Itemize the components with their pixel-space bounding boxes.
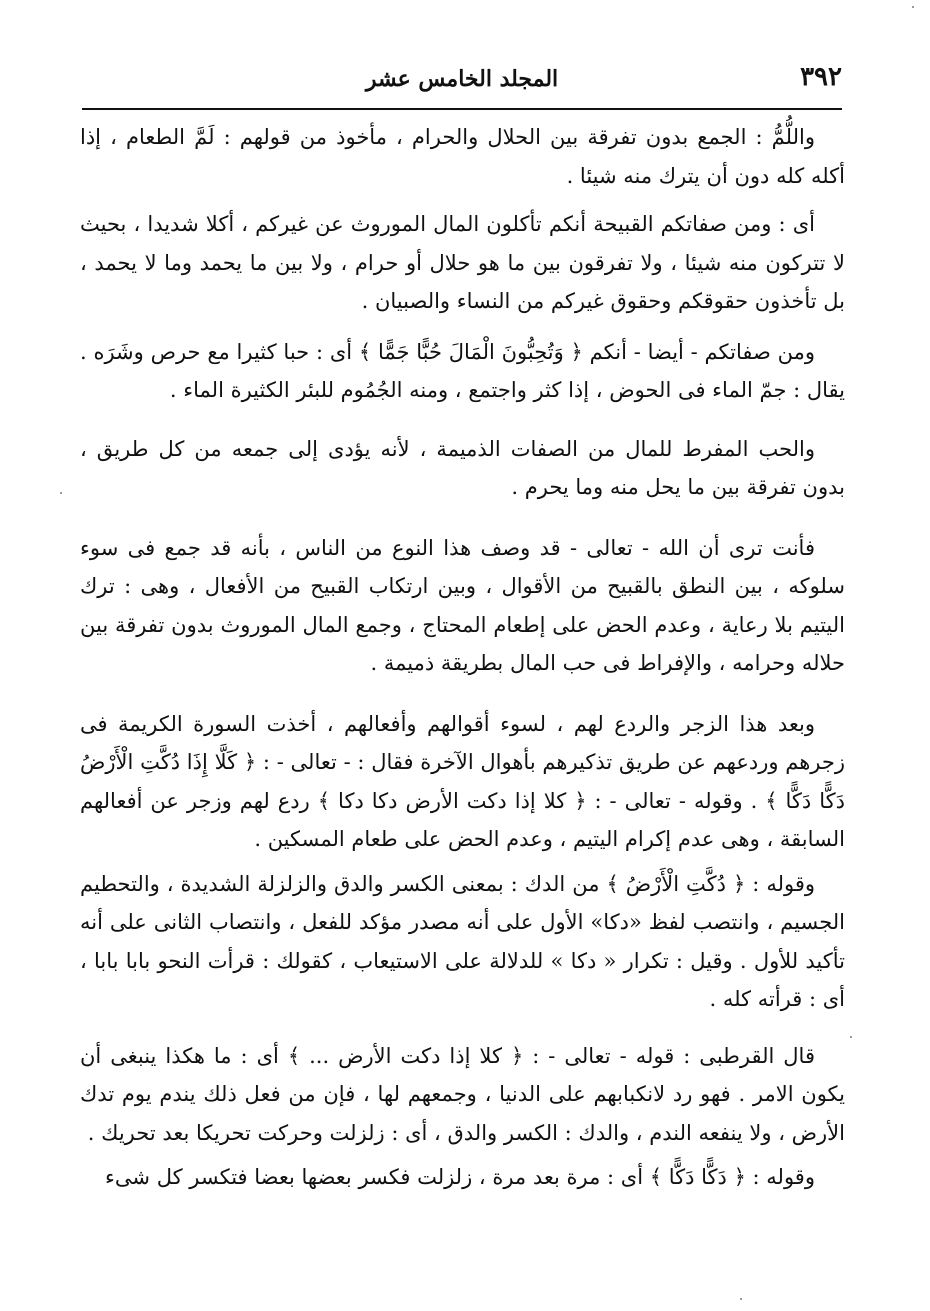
- paragraph: ومن صفاتكم - أيضا - أنكم ﴿ وَتُحِبُّونَ الْمَالَ حُبًّا جَمًّا ﴾ أى : حبا كثيرا مع حرص وشَرَه . يقال : جمّ الماء فى الحوض ، إذا كثر واجتمع ، ومنه الجُمُوم للبئر الكثيرة الماء .: [80, 339, 845, 402]
- page-number: ٣٩٢: [800, 62, 842, 92]
- scan-speck: [740, 1298, 742, 1300]
- paragraph: أى : ومن صفاتكم القبيحة أنكم تأكلون المال الموروث عن غيركم ، أكلا شديدا ، بحيث لا تتركون منه شيئا ، ولا تفرقون بين ما هو حلال أو حرام ، ولا بين ما يحمد وما لا يحمد ، بل تأخذون حقوقكم وحقوق غيركم من النساء والصبيان .: [80, 212, 845, 313]
- paragraph: وقوله : ﴿ دُكَّتِ الْأَرْضُ ﴾ من الدك : بمعنى الكسر والدق والزلزلة الشديدة ، والتحطيم الجسيم ، وانتصب لفظ «دكا» الأول على أنه مصدر مؤكد للفعل ، وانتصاب الثانى على أنه تأكيد للأول . وقيل : تكرار « دكا » للدلالة على الاستيعاب ، كقولك : قرأت النحو بابا بابا ، أى : قرأته كله .: [80, 871, 845, 1011]
- page-header: [82, 58, 842, 104]
- paragraph: وبعد هذا الزجر والردع لهم ، لسوء أقوالهم وأفعالهم ، أخذت السورة الكريمة فى زجرهم وردعهم عن طريق تذكيرهم بأهوال الآخرة فقال : - تعالى - : ﴿ كَلَّا إِذَا دُكَّتِ الْأَرْضُ دَكًّا دَكًّا ﴾ . وقوله - تعالى - : ﴿ كلا إذا دكت الأرض دكا دكا ﴾ ردع لهم وزجر عن أفعالهم السابقة ، وهى عدم إكرام اليتيم ، وعدم الحض على طعام المسكين .: [80, 711, 845, 851]
- paragraph: وقوله : ﴿ دَكًّا دَكًّا ﴾ أى : مرة بعد مرة ، زلزلت فكسر بعضها بعضا فتكسر كل شىء: [105, 1165, 815, 1189]
- scan-speck: [60, 492, 62, 494]
- scan-speck: [850, 1036, 852, 1038]
- running-title: المجلد الخامس عشر: [365, 66, 559, 92]
- paragraph: فأنت ترى أن الله - تعالى - قد وصف هذا النوع من الناس ، بأنه قد جمع فى سوء سلوكه ، بين النطق بالقبيح من الأقوال ، وبين ارتكاب القبيح من الأفعال ، وهى : ترك اليتيم بلا رعاية ، وعدم الحض على إطعام المحتاج ، وجمع المال الموروث بدون تفرقة بين حلاله وحرامه ، والإفراط فى حب المال بطريقة ذميمة .: [80, 535, 845, 675]
- header-divider: [82, 108, 842, 110]
- paragraph: واللُّمُّ : الجمع بدون تفرقة بين الحلال والحرام ، مأخوذ من قولهم : لَمَّ الطعام ، إذا أكله كله دون أن يترك منه شيئا .: [80, 125, 845, 188]
- paragraph: والحب المفرط للمال من الصفات الذميمة ، لأنه يؤدى إلى جمعه من كل طريق ، بدون تفرقة بين ما يحل منه وما يحرم .: [80, 436, 845, 499]
- body-text: [80, 118, 845, 1197]
- paragraph: قال القرطبى : قوله - تعالى - : ﴿ كلا إذا دكت الأرض ... ﴾ أى : ما هكذا ينبغى أن يكون الامر . فهو رد لانكبابهم على الدنيا ، وجمعهم لها ، فإن من فعل ذلك يندم يوم تدك الأرض ، ولا ينفعه الندم ، والدك : الكسر والدق ، أى : زلزلت وحركت تحريكا بعد تحريك .: [80, 1043, 845, 1145]
- scan-speck: [912, 6, 914, 8]
